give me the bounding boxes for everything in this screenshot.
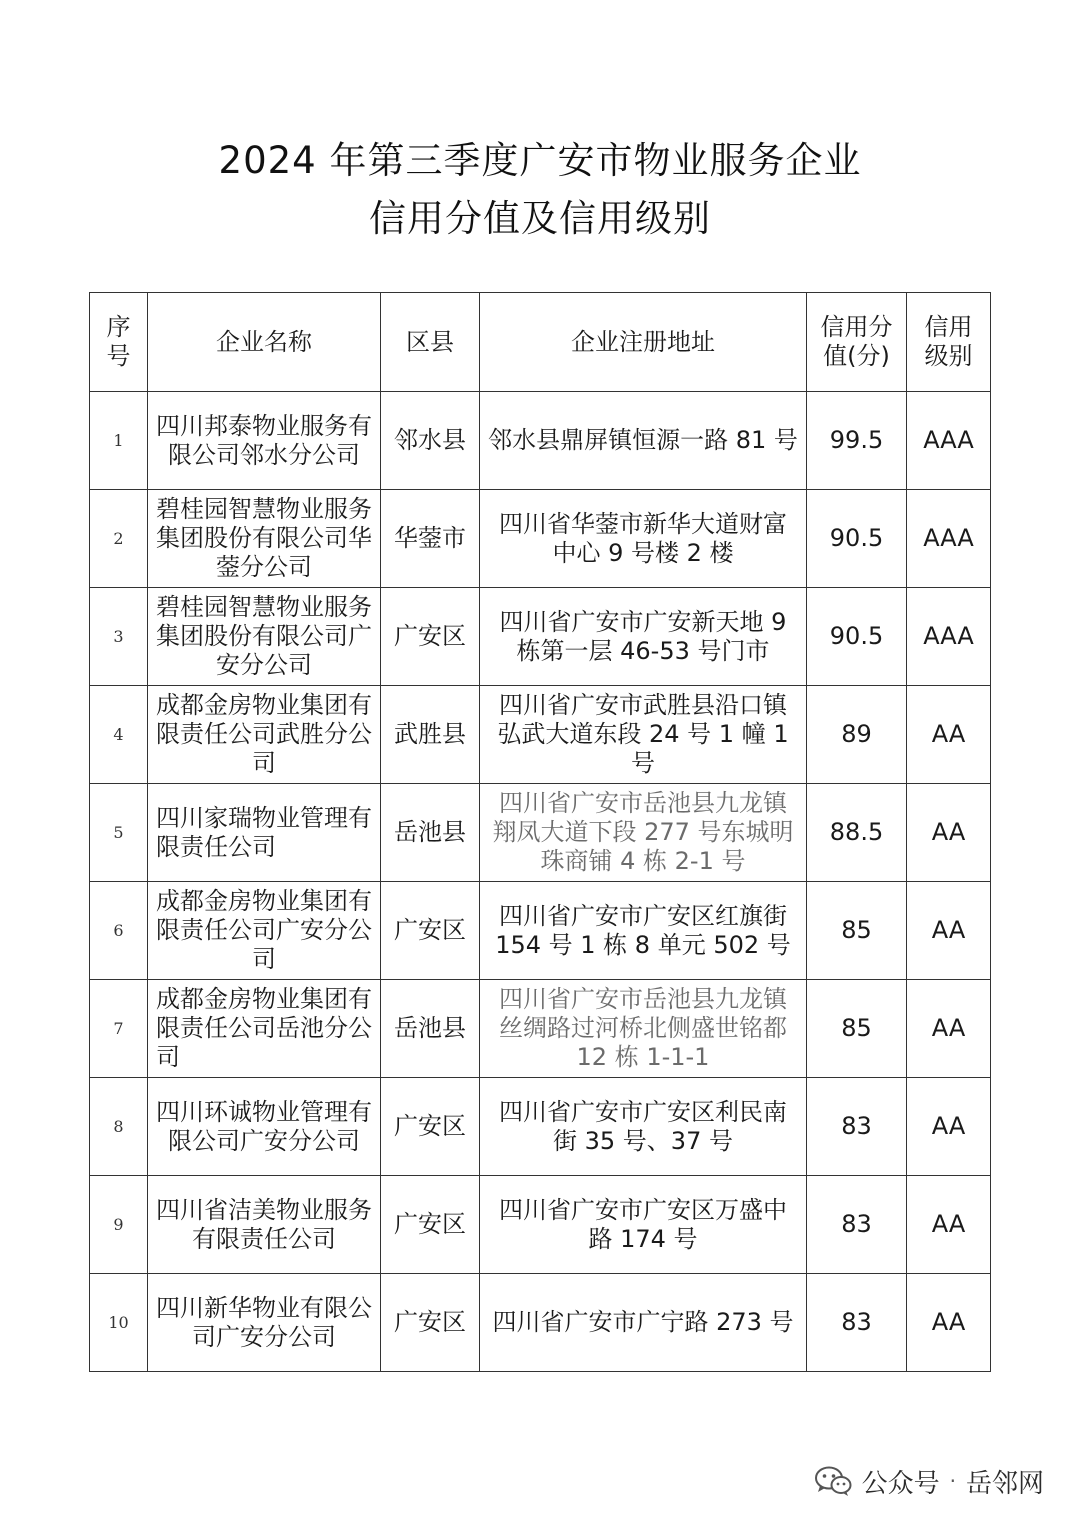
credit-score: 85 bbox=[807, 882, 907, 980]
credit-grade: AA bbox=[907, 882, 991, 980]
district: 岳池县 bbox=[381, 784, 480, 882]
header-name: 企业名称 bbox=[148, 293, 381, 392]
row-number: 3 bbox=[90, 588, 148, 686]
district: 华蓥市 bbox=[381, 490, 480, 588]
company-name: 成都金房物业集团有限责任公司武胜分公司 bbox=[148, 686, 381, 784]
table-row bbox=[90, 1078, 991, 1176]
credit-score: 90.5 bbox=[807, 490, 907, 588]
credit-grade: AA bbox=[907, 784, 991, 882]
credit-grade: AA bbox=[907, 1274, 991, 1372]
credit-grade: AAA bbox=[907, 490, 991, 588]
table-row bbox=[90, 882, 991, 980]
company-name: 成都金房物业集团有限责任公司岳池分公司 bbox=[148, 980, 381, 1078]
header-grade-line-1: 信用 bbox=[924, 313, 973, 341]
row-number: 2 bbox=[90, 490, 148, 588]
registered-address: 四川省广安市岳池县九龙镇丝绸路过河桥北侧盛世铭都 12 栋 1-1-1 bbox=[480, 980, 807, 1078]
registered-address: 四川省广安市广安区红旗街 154 号 1 栋 8 单元 502 号 bbox=[480, 882, 807, 980]
table-row bbox=[90, 980, 991, 1078]
credit-score: 83 bbox=[807, 1176, 907, 1274]
row-number: 10 bbox=[90, 1274, 148, 1372]
credit-score: 99.5 bbox=[807, 392, 907, 490]
title-line-1: 2024 年第三季度广安市物业服务企业 bbox=[218, 139, 862, 182]
header-score-line-2: 值(分) bbox=[823, 342, 890, 370]
wechat-account-watermark bbox=[814, 1461, 1044, 1501]
company-name: 四川省洁美物业服务有限责任公司 bbox=[148, 1176, 381, 1274]
table-row bbox=[90, 686, 991, 784]
wechat-icon bbox=[814, 1465, 852, 1497]
footer-account-name: 岳邻网 bbox=[965, 1468, 1044, 1499]
header-no-line-2: 号 bbox=[106, 342, 131, 370]
row-number: 6 bbox=[90, 882, 148, 980]
footer-separator: · bbox=[949, 1469, 956, 1493]
header-score bbox=[807, 293, 907, 392]
credit-score: 83 bbox=[807, 1274, 907, 1372]
registered-address: 四川省广安市广安新天地 9 栋第一层 46-53 号门市 bbox=[480, 588, 807, 686]
credit-grade: AA bbox=[907, 1176, 991, 1274]
district: 广安区 bbox=[381, 882, 480, 980]
district: 广安区 bbox=[381, 1274, 480, 1372]
header-score-line-1: 信用分 bbox=[820, 313, 893, 341]
credit-grade: AAA bbox=[907, 392, 991, 490]
company-name: 碧桂园智慧物业服务集团股份有限公司广安分公司 bbox=[148, 588, 381, 686]
row-number: 8 bbox=[90, 1078, 148, 1176]
registered-address: 四川省广安市广安区万盛中路 174 号 bbox=[480, 1176, 807, 1274]
company-name: 碧桂园智慧物业服务集团股份有限公司华蓥分公司 bbox=[148, 490, 381, 588]
registered-address: 邻水县鼎屏镇恒源一路 81 号 bbox=[480, 392, 807, 490]
credit-grade: AA bbox=[907, 686, 991, 784]
header-no bbox=[90, 293, 148, 392]
credit-grade: AA bbox=[907, 980, 991, 1078]
district: 广安区 bbox=[381, 1078, 480, 1176]
company-name: 四川环诚物业管理有限公司广安分公司 bbox=[148, 1078, 381, 1176]
header-address: 企业注册地址 bbox=[480, 293, 807, 392]
header-grade bbox=[907, 293, 991, 392]
credit-score: 85 bbox=[807, 980, 907, 1078]
district: 广安区 bbox=[381, 588, 480, 686]
registered-address: 四川省广安市广安区利民南街 35 号、37 号 bbox=[480, 1078, 807, 1176]
footer-label: 公众号 bbox=[861, 1468, 940, 1499]
district: 武胜县 bbox=[381, 686, 480, 784]
header-no-line-1: 序 bbox=[106, 313, 131, 341]
registered-address: 四川省广安市广宁路 273 号 bbox=[480, 1274, 807, 1372]
document-title bbox=[0, 132, 1080, 248]
table-row bbox=[90, 1176, 991, 1274]
district: 岳池县 bbox=[381, 980, 480, 1078]
company-name: 成都金房物业集团有限责任公司广安分公司 bbox=[148, 882, 381, 980]
registered-address: 四川省广安市武胜县沿口镇弘武大道东段 24 号 1 幢 1 号 bbox=[480, 686, 807, 784]
credit-score: 83 bbox=[807, 1078, 907, 1176]
district: 邻水县 bbox=[381, 392, 480, 490]
table-row bbox=[90, 784, 991, 882]
credit-score: 89 bbox=[807, 686, 907, 784]
table-row bbox=[90, 1274, 991, 1372]
district: 广安区 bbox=[381, 1176, 480, 1274]
table-header-row bbox=[90, 293, 991, 392]
credit-grade: AAA bbox=[907, 588, 991, 686]
credit-table bbox=[89, 292, 991, 1372]
table-row bbox=[90, 588, 991, 686]
row-number: 1 bbox=[90, 392, 148, 490]
row-number: 5 bbox=[90, 784, 148, 882]
table-row bbox=[90, 392, 991, 490]
company-name: 四川家瑞物业管理有限责任公司 bbox=[148, 784, 381, 882]
credit-score: 90.5 bbox=[807, 588, 907, 686]
registered-address: 四川省华蓥市新华大道财富中心 9 号楼 2 楼 bbox=[480, 490, 807, 588]
company-name: 四川新华物业有限公司广安分公司 bbox=[148, 1274, 381, 1372]
company-name: 四川邦泰物业服务有限公司邻水分公司 bbox=[148, 392, 381, 490]
title-line-2: 信用分值及信用级别 bbox=[369, 197, 711, 240]
table-row bbox=[90, 490, 991, 588]
header-grade-line-2: 级别 bbox=[924, 342, 973, 370]
credit-score: 88.5 bbox=[807, 784, 907, 882]
registered-address: 四川省广安市岳池县九龙镇翔凤大道下段 277 号东城明珠商铺 4 栋 2-1 号 bbox=[480, 784, 807, 882]
row-number: 9 bbox=[90, 1176, 148, 1274]
row-number: 4 bbox=[90, 686, 148, 784]
credit-grade: AA bbox=[907, 1078, 991, 1176]
row-number: 7 bbox=[90, 980, 148, 1078]
header-district: 区县 bbox=[381, 293, 480, 392]
